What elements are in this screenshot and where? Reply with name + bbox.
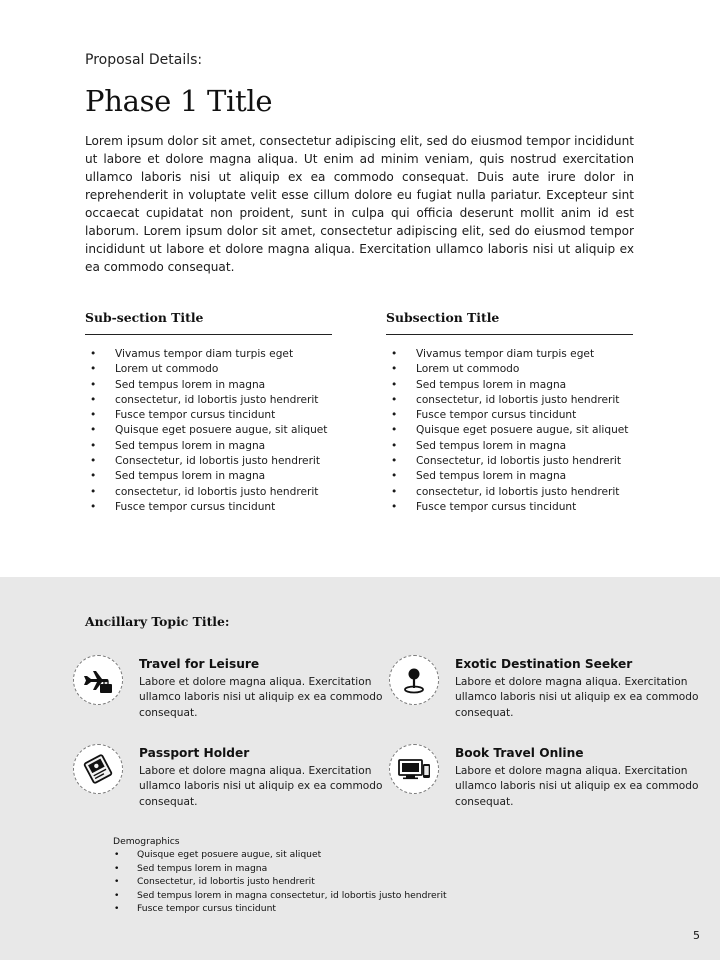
feature-book-travel-online (389, 744, 699, 819)
feature-title: Travel for Leisure (139, 657, 260, 671)
feature-travel-for-leisure (73, 655, 383, 730)
list-item: • Fusce tempor cursus tincidunt (85, 408, 332, 423)
list-item: • Quisque eget posuere augue, sit aliquet (113, 848, 447, 862)
list-item: • Consectetur, id lobortis justo hendrerit (85, 454, 332, 469)
feature-description: Labore et dolore magna aliqua. Exercitation ullamco laboris nisi ut aliquip ex ea commodo consequat. (139, 676, 383, 719)
list-item: • Sed tempus lorem in magna (85, 439, 332, 454)
page-title: Phase 1 Title (85, 84, 273, 118)
list-item: • Fusce tempor cursus tincidunt (113, 902, 447, 916)
list-item: • consectetur, id lobortis justo hendrerit (85, 393, 332, 408)
feature-description: Labore et dolore magna aliqua. Exercitation ullamco laboris nisi ut aliquip ex ea commodo consequat. (455, 676, 699, 719)
list-item: • consectetur, id lobortis justo hendrerit (386, 485, 633, 500)
eyebrow-label: Proposal Details: (85, 52, 203, 68)
passport-icon (73, 744, 123, 794)
list-item: • Sed tempus lorem in magna (113, 862, 447, 876)
list-item: • consectetur, id lobortis justo hendrerit (386, 393, 633, 408)
ancillary-title: Ancillary Topic Title: (85, 614, 230, 629)
devices-icon (389, 744, 439, 794)
feature-description: Labore et dolore magna aliqua. Exercitation ullamco laboris nisi ut aliquip ex ea commodo consequat. (139, 765, 383, 808)
list-item: • Sed tempus lorem in magna (386, 439, 633, 454)
feature-description: Labore et dolore magna aliqua. Exercitation ullamco laboris nisi ut aliquip ex ea commodo consequat. (455, 765, 699, 808)
demographics-title: Demographics (113, 836, 180, 847)
page-number: 5 (693, 929, 700, 942)
list-item: • Lorem ut commodo (386, 362, 633, 377)
list-item: • Fusce tempor cursus tincidunt (386, 408, 633, 423)
subsection-column-right (386, 310, 633, 515)
list-item: • Sed tempus lorem in magna (386, 469, 633, 484)
feature-passport-holder (73, 744, 383, 819)
bullet-list (85, 347, 332, 515)
demographics-list (113, 848, 447, 916)
list-item: • Consectetur, id lobortis justo hendrerit (386, 454, 633, 469)
list-item: • Fusce tempor cursus tincidunt (85, 500, 332, 515)
subsection-title: Sub-section Title (85, 310, 332, 335)
feature-title: Exotic Destination Seeker (455, 657, 633, 671)
list-item: • Sed tempus lorem in magna (386, 378, 633, 393)
list-item: • consectetur, id lobortis justo hendrerit (85, 485, 332, 500)
list-item: • Sed tempus lorem in magna (85, 378, 332, 393)
bullet-list (386, 347, 633, 515)
list-item: • Quisque eget posuere augue, sit aliquet (386, 423, 633, 438)
airplane-luggage-icon (73, 655, 123, 705)
subsection-title: Subsection Title (386, 310, 633, 335)
list-item: • Quisque eget posuere augue, sit aliquet (85, 423, 332, 438)
intro-paragraph: Lorem ipsum dolor sit amet, consectetur adipiscing elit, sed do eiusmod tempor incididunt ut labore et dolore magna aliqua. Ut enim ad minim veniam, quis nostrud exercitation ullamco laboris nisi ut aliquip ex ea commodo consequat. Duis aute irure dolor in reprehenderit in voluptate velit esse cillum dolore eu fugiat nulla pariatur. Excepteur sint occaecat cupidatat non proident, sunt in culpa qui officia deserunt mollit anim id est laborum. Lorem ipsum dolor sit amet, consectetur adipiscing elit, sed do eiusmod tempor incididunt ut labore et dolore magna aliqua. Exercitation ullamco laboris nisi ut aliquip ex ea commodo consequat. (85, 134, 634, 274)
feature-title: Passport Holder (139, 746, 250, 760)
list-item: • Vivamus tempor diam turpis eget (85, 347, 332, 362)
list-item: • Sed tempus lorem in magna (85, 469, 332, 484)
list-item: • Consectetur, id lobortis justo hendrerit (113, 875, 447, 889)
feature-exotic-destination-seeker (389, 655, 699, 730)
subsection-column-left (85, 310, 332, 515)
list-item: • Sed tempus lorem in magna consectetur, id lobortis justo hendrerit (113, 889, 447, 903)
feature-title: Book Travel Online (455, 746, 584, 760)
demographics-block (113, 836, 447, 916)
list-item: • Vivamus tempor diam turpis eget (386, 347, 633, 362)
list-item: • Fusce tempor cursus tincidunt (386, 500, 633, 515)
list-item: • Lorem ut commodo (85, 362, 332, 377)
map-pin-icon (389, 655, 439, 705)
